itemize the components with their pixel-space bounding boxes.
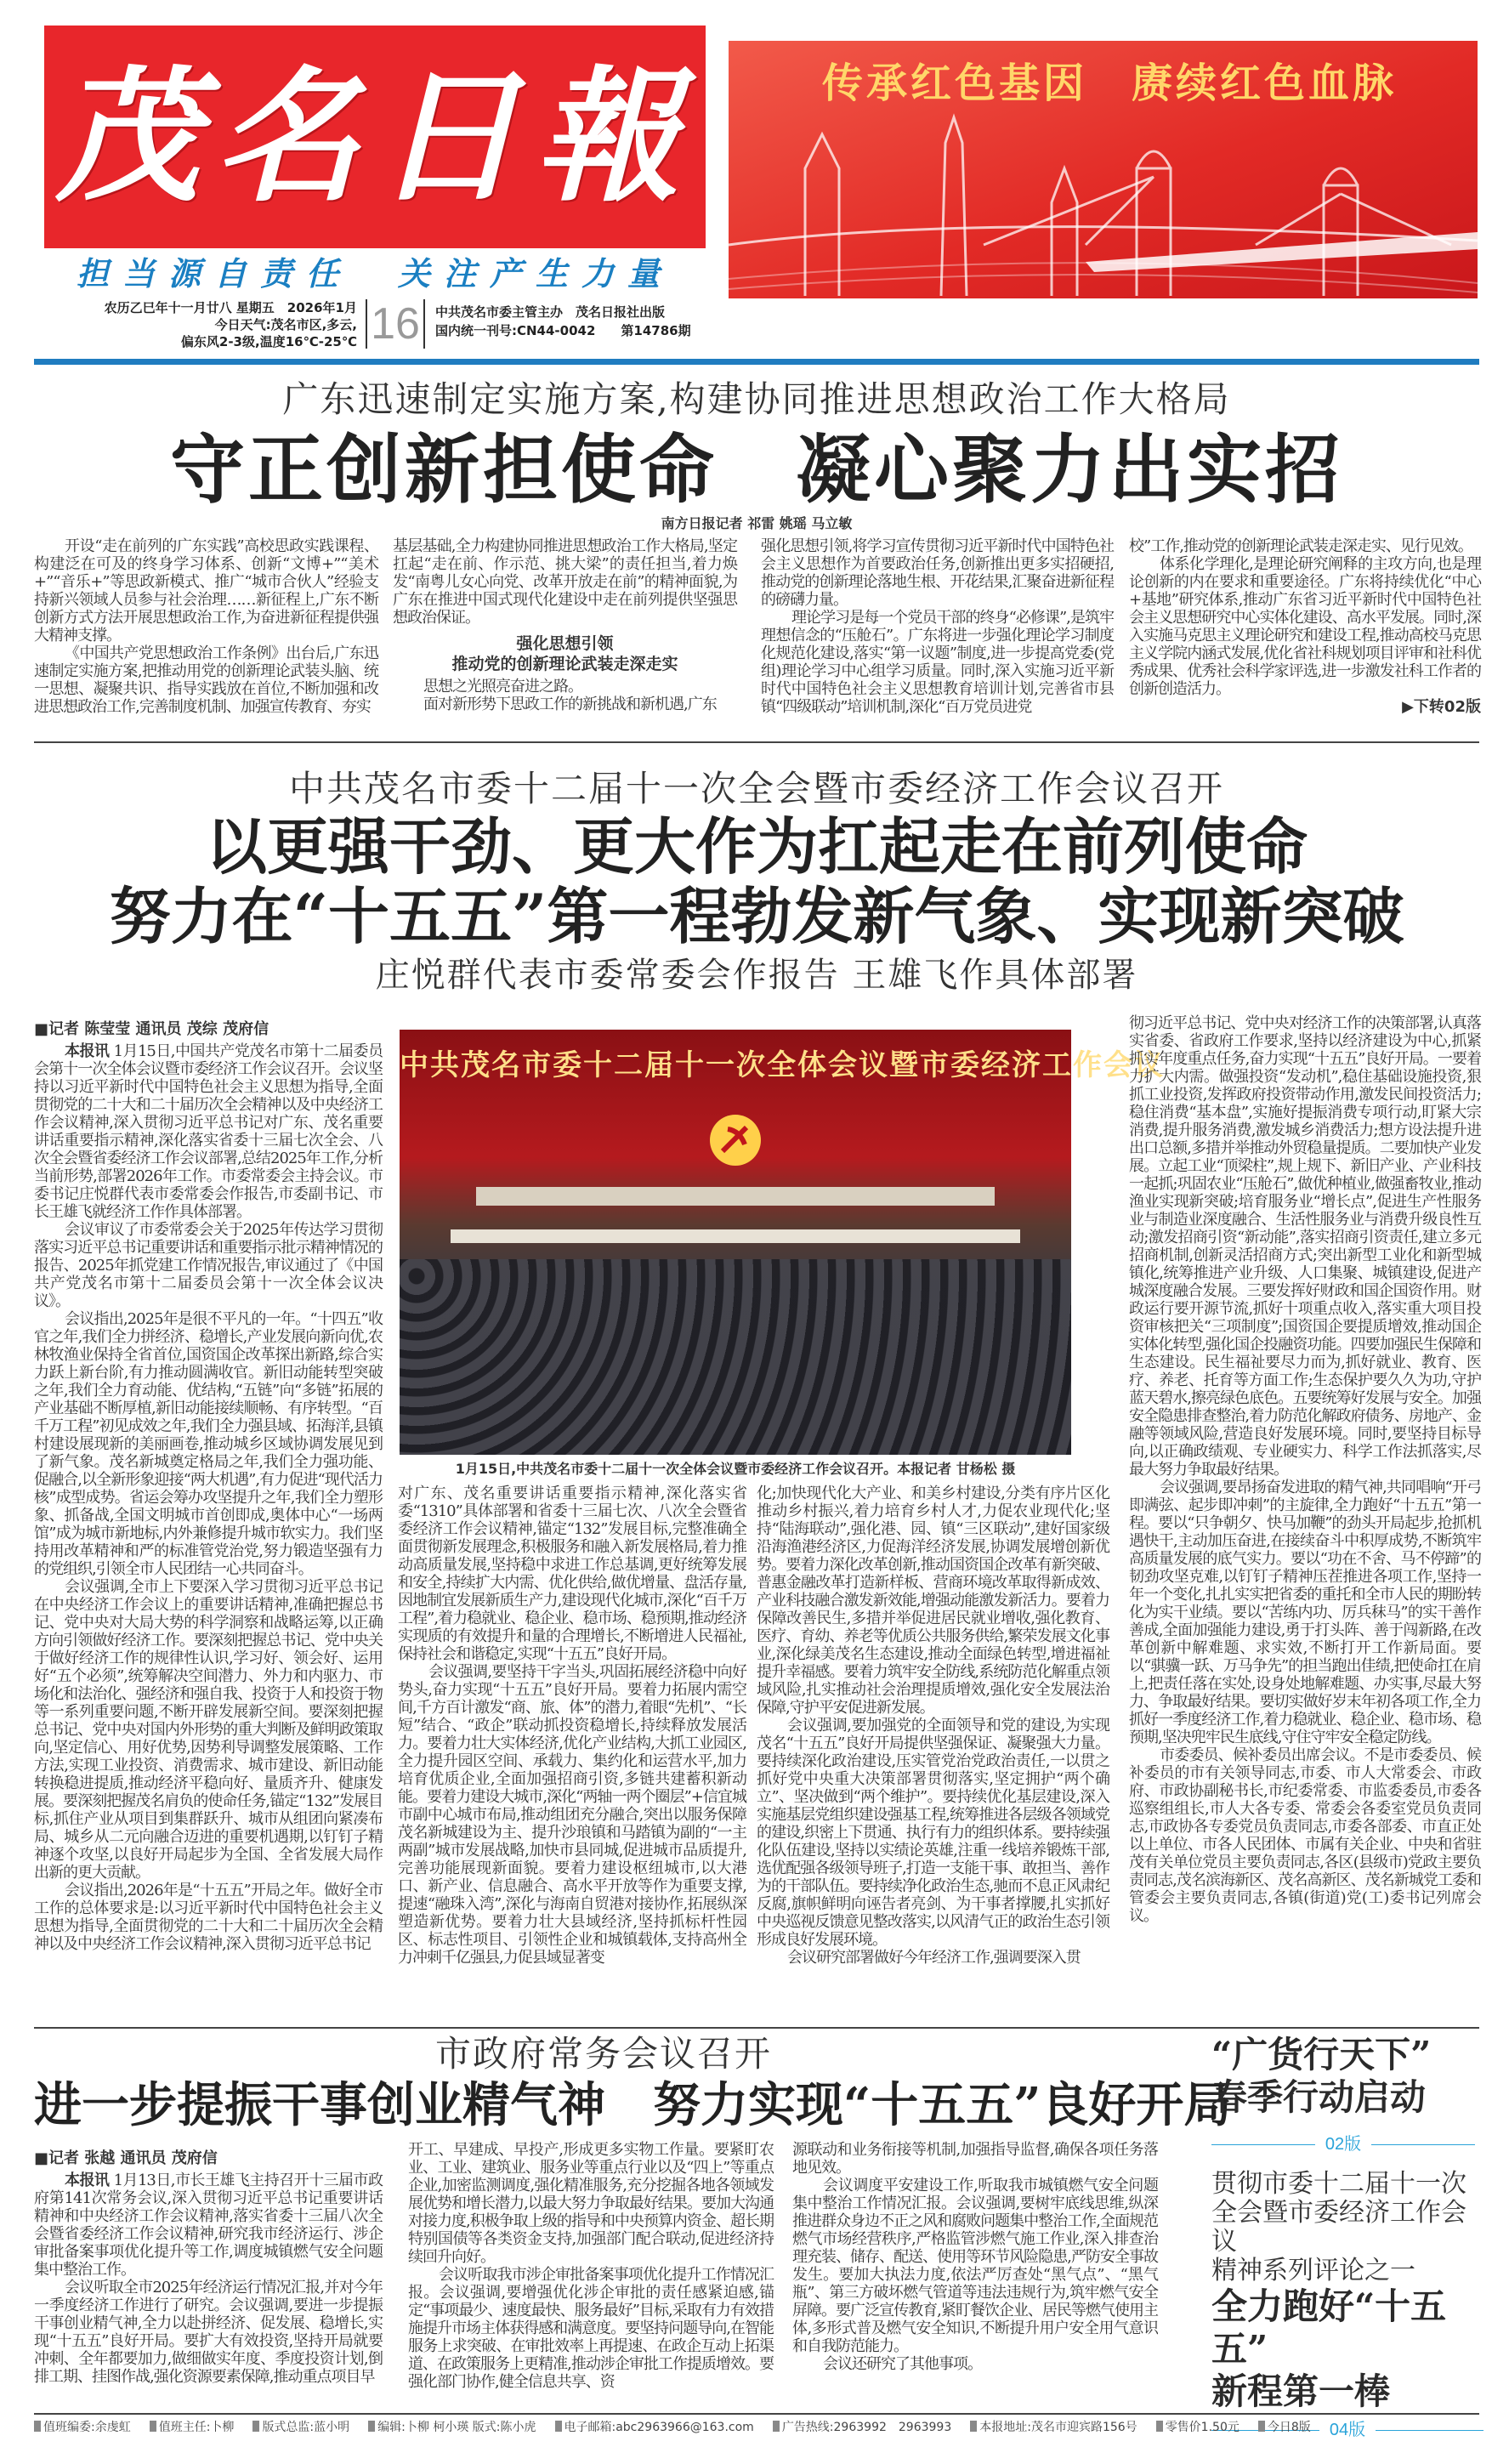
paragraph-text: 1月15日,中国共产党茂名市第十二届委员会第十一次全体会议暨市委经济工作会议召开。会议坚持以习近平新时代中国特色社会主义思想为指导,全面贯彻党的二十大和二十届历次全会精神以及中央经济工作会议精神,深入贯彻习近平总书记对广东、茂名重要讲话重要指示精神,深化落实省委十三届七次全会、八次全会暨省委经济工作会议部署,总结2025年工作,分析当前形势,部署2026年工作。市委常委会主持会议。市委书记庄悦群代表市委常委会作报告,市委副书记、市长王雄飞就经济工作作具体部署。 [34,1042,383,1221]
second-column-3 [757,1485,1109,2024]
publisher-info [435,303,724,340]
lead-kicker: 广东迅速制定实施方案,构建协同推进思想政治工作大格局 [282,378,1231,420]
second-kicker: 中共茂名市委十二届十一次全会暨市委经济工作会议召开 [288,768,1224,809]
dateline-tag: 本报讯 [65,1042,110,1060]
paragraph: 思想之光照亮奋进之路。 [423,678,582,695]
paragraph: 校”工作,推动党的创新理论武装走深走实、见行见效。 [1129,537,1472,555]
masthead-slogan: 担当源自责任 关注产生力量 [76,254,673,292]
issn: 国内统一刊号:CN44-0042 第14786期 [435,323,691,338]
newspaper-logo: 茂名日報 [54,52,695,222]
publisher: 中共茂名市委主管主办 茂名日报社出版 [435,304,666,320]
lead-byline: 南方日报记者 祁雷 姚瑶 马立敏 [661,515,853,531]
divider [34,741,1479,743]
footer-item: 版式总监:蓝小明 [252,2420,349,2435]
divider [34,2027,1479,2029]
teaser-page-ref[interactable] [1211,2134,1475,2155]
page-count: 16 [366,299,425,349]
paragraph [34,2172,383,2279]
photo-caption: 1月15日,中共茂名市委十二届十一次全体会议暨市委经济工作会议召开。本报记者 甘杨松 摄 [455,1461,1016,1477]
paragraph: 会议强调,全市上下要深入学习贯彻习近平总书记在中央经济工作会议上的重要讲话精神,准确把握总书记、党中央对大局大势的科学洞察和战略运筹,以正确方向引领做好经济工作。要深刻把握总书记、党中央关于做好经济工作的规律性认识,学习好、领会好、运用好“五个必须”,统筹解决空间潜力、外力和内驱力、市场化和法治化、强经济和强自我、投资于人和投资于物等一系列重要问题,不断开辟发展新空间。要深刻把握总书记、党中央对国内外形势的重大判断及鲜明政策取向,坚定信心、用好优势,因势利导调整发展策略、工作方法,实现工业投资、消费需求、城市建设、新旧动能转换稳进提质,推动经济平稳向好、量质齐升、健康发展。要深刻把握茂名肩负的使命任务,锚定“132”发展目标,抓住产业从项目到集群跃升、城市从组团向紧凑布局、城乡从二元向融合迈进的重要机遇期,以钉钉子精神逐个攻坚,以良好开局起步为全国、全省发展大局作出新的更大贡献。 [34,1578,383,1882]
paragraph: 强化思想引领,将学习宣传贯彻习近平新时代中国特色社会主义思想作为首要政治任务,创新推出更多实招硬招,推动党的创新理论落地生根、开花结果,汇聚奋进新征程的磅礴力量。 [761,537,1114,609]
paragraph: 会议听取我市涉企审批备案事项优化提升工作情况汇报。会议强调,要增强优化涉企审批的责任感紧迫感,锚定“事项最少、速度最快、服务最好”目标,采取有力有效措施提升市场主体获得感和满意度。要坚持问题导向,在智能服务上求突破、在审批效率上再提速、在政企互动上拓渠道、在政策服务上更精准,推动涉企审批工作提质增效。要强化部门协作,健全信息共享、资 [408,2266,774,2391]
paragraph: 彻习近平总书记、党中央对经济工作的决策部署,认真落实省委、省政府工作要求,坚持以经济建设为中心,抓紧抓实年度重点任务,奋力实现“十五五”良好开局。一要着力扩大内需。做强投资“发动机”,稳住基础设施投资,狠抓工业投资,发挥政府投资带动作用,激发民间投资活力;稳住消费“基本盘”,实施好提振消费专项行动,盯紧大宗消费,提升服务消费,激发城乡消费活力;想方设法提升进出口总额,多措并举推动外贸稳量提质。二要加快产业发展。立起工业“顶梁柱”,规上规下、新旧产业、产业科技一起抓;巩固农业“压舱石”,做优种植业,做强畜牧业,推动渔业实现新突破;培育服务业“增长点”,促进生产性服务业与制造业深度融合、生活性服务业与消费升级良性互动;激发招商引资“新动能”,落实招商引资责任,建立多元招商机制,创新灵活招商方式;突出新型工业化和新型城镇化,统筹推进产业升级、人口集聚、城镇建设,促进产城深度融合发展。三要发挥好财政和国企国资作用。财政运行要开源节流,抓好十项重点收入,落实重大项目投资审核把关“三项制度”;国资国企要提质增效,推动国企实体化转型,强化国企投融资功能。四要加强民生保障和生态建设。民生福祉要尽力而为,抓好就业、教育、医疗、养老、托育等方面工作;生态保护要久久为功,守护蓝天碧水,擦亮绿色底色。五要统筹好发展与安全。加强安全隐患排查整治,着力防范化解政府债务、房地产、金融等领域风险,营造良好发展环境。同时,要坚持目标导向,以正确政绩观、专业硬实力、科学工作法抓落实,尽最大努力争取最好结果。 [1129,1014,1481,1479]
date-line: 农历乙巳年十一月廿八 星期五 2026年1月 [104,300,357,315]
lead-column-4 [1129,537,1481,738]
rule [1211,2144,1315,2145]
second-column-4 [1129,1014,1481,2024]
lead-column-3 [761,537,1114,738]
paragraph: 会议强调,要坚持干字当头,巩固拓展经济稳中向好势头,奋力实现“十五五”良好开局。要着力拓展内需空间,千方百计激发“商、旅、体”的潜力,着眼“先机”、“长短”结合、“政企”联动抓投资稳增长,持续释放发展活力。要着力壮大实体经济,优化产业结构,大抓工业园区,全力提升园区空间、承载力、集约化和运营水平,加力培育优质企业,全面加强招商引资,多链共建蓄积新动能。要着力建设大城市,深化“两轴一两个圈层”+信宜城市副中心城市布局,推动组团充分融合,突出以服务保障茂名新城建设为主、提升沙琅镇和马踏镇为副的“一主两副”城市发展战略,加快市县同城,促进城市品质提升,完善功能展现新面貌。要着力建设枢纽城市,以大港口、新产业、信息融合、高水平开放等作为重要支撑,提速“融珠入湾”,深化与海南自贸港对接协作,拓展纵深塑造新优势。要着力壮大县域经济,坚持抓标杆性园区、标志性项目、引领性企业和城镇载体,支持高州全力冲刺千亿强县,力促县域显著变 [398,1663,746,1967]
teaser-title: “广货行天下” [1211,2034,1432,2075]
continued-link[interactable]: ▶下转02版 [1402,698,1481,716]
party-emblem-icon [706,1110,765,1170]
second-headline-1: 以更强干劲、更大作为扛起走在前列使命 [205,810,1308,883]
lead-headline: 守正创新担使命 凝心聚力出实招 [169,425,1343,514]
subhead-line: 推动党的创新理论武装走深走实 [451,655,678,673]
teaser-title: 全力跑好“十五五” [1211,2285,1447,2370]
paragraph: 会议强调,要昂扬奋发进取的精气神,共同唱响“开弓即满弦、起步即冲刺”的主旋律,全力跑好“十五五”第一程。要以“只争朝夕、快马加鞭”的劲头开局起步,抢抓机遇快干,主动加压奋进,在接续奋斗中积厚成势,不断筑牢高质量发展的底气实力。要以“功在不舍、马不停蹄”的韧劲攻坚克难,以钉钉子精神压茬推进各项工作,坚持一年一个变化,扎扎实实把省委的重托和全市人民的期盼转化为实干业绩。要以“苦练内功、厉兵秣马”的实干善作善成,全面加强能力建设,勇于打头阵、善于闯新路,在改革创新中解难题、求实效,不断打开工作新局面。要以“骐骥一跃、万马争先”的担当跑出佳绩,把使命扛在肩上,把责任落在实处,设身处地解难题、办实事,尽最大努力、争取最好结果。要切实做好岁末年初各项工作,全力抓好一季度经济工作,着力稳就业、稳企业、稳市场、稳预期,坚决兜牢民生底线,守住守牢安全稳定防线。 [1129,1479,1481,1746]
footer-email[interactable]: 电子邮箱:abc2963966@163.com [555,2420,754,2435]
paragraph: 会议强调,要加强党的全面领导和党的建设,为实现茂名“十五五”良好开局提供坚强保证、凝聚强大力量。要持续深化政治建设,压实管党治党政治责任,一以贯之抓好党中央重大决策部署贯彻落实,坚定拥护“两个确立”、坚决做到“两个维护”。要持续优化基层建设,深入实施基层党组织建设强基工程,统筹推进各层级各领域党的建设,织密上下贯通、执行有力的组织体系。要持续强化队伍建设,坚持以实绩论英雄,注重一线培养锻炼干部,选优配强各级领导班子,打造一支能干事、敢担当、善作为的干部队伍。要持续净化政治生态,驰而不息正风肃纪反腐,旗帜鲜明向诬告者亮剑、为干事者撑腰,扎实抓好中央巡视反馈意见整改落实,以风清气正的政治生态引领形成良好发展环境。 [757,1717,1109,1949]
footer-item: 零售价1.50元 [1156,2420,1240,2435]
footer-rule [34,2413,1479,2415]
footer-item: 编辑:卜柳 柯小瑛 版式:陈小虎 [368,2420,536,2435]
third-headline: 进一步提振干事创业精气神 努力实现“十五五”良好开局 [34,2077,1232,2133]
footer-item: 今日8版 [1258,2420,1311,2435]
page-ref: 02版 [1325,2135,1362,2154]
second-column-1 [34,1042,383,2024]
teaser-subtitle: 精神系列评论之一 [1211,2256,1415,2285]
paragraph: 会议审议了市委常委会关于2025年传达学习贯彻落实习近平总书记重要讲话和重要指示批示精神情况的报告、2025年抓党建工作情况报告,审议通过了《中国共产党茂名市第十二届委员会第十一次全体会议决议》。 [34,1221,383,1310]
paragraph: 化;加快现代化大产业、和美乡村建设,分类有序片区化推动乡村振兴,着力培育乡村人才,力促农业现代化;坚持“陆海联动”,强化港、园、镇“三区联动”,建好国家级沿海渔港经济区,力促海洋经济发展,协调发展增创新优势。要着力深化改革创新,推动国资国企改革有新突破、普惠金融改革打造新样板、营商环境改革取得新成效、产业科技融合激发新效能,增强动能激发新活力。要着力保障改善民生,多措并举促进居民就业增收,强化教育、医疗、育幼、养老等优质公共服务供给,繁荣发展文化事业,深化绿美茂名生态建设,推动全面绿色转型,增进福祉提升幸福感。要着力筑牢安全防线,系统防范化解重点领域风险,扎实推动社会治理提质增效,强化安全发展法治保障,守护平安促进新发展。 [757,1485,1109,1717]
meeting-photo [400,1030,1165,1455]
lead-column-1 [34,537,378,738]
presidium-row [451,1229,1020,1243]
second-headline-2: 努力在“十五五”第一程勃发新气象、实现新突破 [109,880,1404,952]
paragraph: 基层基础,全力构建协同推进思想政治工作大格局,坚定扛起“走在前、作示范、挑大梁”的责任担当,着力焕发“南粤儿女心向党、改革开放走在前”的精神面貌,为广东在推进中国式现代化建设中走在前列提供坚强思想政治保证。 [393,537,737,627]
masthead-banner [729,41,1478,298]
date-weather [51,299,357,350]
third-byline: ■记者 张越 通讯员 茂府信 [34,2149,218,2167]
weather-line: 今日天气:茂名市区,多云, [214,317,357,332]
teaser-title: 春季行动启动 [1211,2076,1427,2118]
teaser-commentary[interactable] [1211,2170,1483,2440]
rule [1371,2144,1475,2145]
paragraph: 体系化学理化,是理论研究阐释的主攻方向,也是理论创新的内在要求和重要途径。广东将持续优化“中心+基地”研究体系,推动广东省习近平新时代中国特色社会主义思想研究中心实体化建设、高水平发展。同时,深入实施马克思主义理论研究和建设工程,推动高校马克思主义学院内涵式发展,优化省社科规划项目评审和社科优秀成果、优秀社会科学家评选,进一步激发社科工作者的创新创造活力。 [1129,555,1481,698]
second-subtitle: 庄悦群代表市委常委会作报告 王雄飞作具体部署 [375,956,1138,995]
third-column-1 [34,2172,383,2410]
paragraph: 会议指出,2026年是“十五五”开局之年。做好全市工作的总体要求是:以习近平新时代中国特色社会主义思想为指导,全面贯彻党的二十大和二十届历次全会精神以及中央经济工作会议精神,深入贯彻习近平总书记 [34,1882,383,1953]
paragraph: 会议听取全市2025年经济运行情况汇报,并对今年一季度经济工作进行了研究。会议强调,要进一步提振干事创业精气神,全力以赴拼经济、促发展、稳增长,实现“十五五”良好开局。要扩大有效投资,坚持开局就要冲刺、全年都要加力,做细做实年度、季度投资计划,倒排工期、挂图作战,强化资源要素保障,推动重点项目早 [34,2279,383,2386]
lead-subhead [393,633,737,674]
presidium-table [476,1187,995,1206]
footer-item: 值班主任:卜柳 [150,2420,235,2435]
page-ref: 04版 [1329,2421,1366,2439]
paragraph [34,1042,383,1221]
dateline-tag: 本报讯 [65,2172,110,2189]
paragraph: 开工、早建成、早投产,形成更多实物工作量。要紧盯农业、工业、建筑业、服务业等重点行业以及“四上”等重点企业,加密监测调度,强化精准服务,充分挖掘各地各领域发展优势和增长潜力,以最大努力争取最好结果。要加大沟通对接力度,积极争取上级的指导和中央预算内资金、超长期特别国债等各类资金支持,加强部门配合联动,促进经济持续回升向好。 [408,2141,774,2266]
paragraph: 会议调度平安建设工作,听取我市城镇燃气安全问题集中整治工作情况汇报。会议强调,要树牢底线思维,纵深推进群众身边不正之风和腐败问题集中整治工作,全面规范燃气市场经营秩序,严格监管涉燃气施工作业,深入排查治理充装、储存、配送、使用等环节风险隐患,严防安全事故发生。要加大执法力度,依法严厉查处“黑气点”、“黑气瓶”、第三方破坏燃气管道等违法违规行为,筑牢燃气安全屏障。要广泛宣传教育,紧盯餐饮企业、居民等燃气使用主体,多形式普及燃气安全知识,不断提升用户安全用气意识和自我防范能力。 [792,2177,1158,2355]
teaser-subtitle: 全会暨市委经济工作会议 [1211,2198,1466,2257]
third-kicker: 市政府常务会议召开 [434,2033,772,2075]
paragraph: 理论学习是每一个党员干部的终身“必修课”,是筑牢理想信念的“压舱石”。广东将进一步强化理论学习制度化规范化建设,落实“第一议题”制度,进一步提高党委(党组)理论学习中心组学习质量。同时,深入实施习近平新时代中国特色社会主义思想教育培训计划,完善省市县镇“四级联动”培训机制,深化“百万党员进党 [761,609,1114,716]
masthead-rule [34,359,1479,365]
paragraph: 会议指出,2025年是很不平凡的一年。“十四五”收官之年,我们全力拼经济、稳增长,产业发展向新向优,农林牧渔业保持全省首位,国资国企改革探出新路,综合实力跃上新台阶,有力推动圆满收官。新旧动能转型突破之年,我们全力育动能、优结构,“五链”向“多链”拓展的产业基础不断厚植,新旧动能接续顺畅、有序转型。“百千万工程”初见成效之年,我们全力强县域、拓海洋,县镇村建设展现新的美丽画卷,推动城乡区域协调发展见到了新气象。茂名新城奠定格局之年,我们全力强功能、促融合,以全新形象迎接“两大机遇”,有力促进“现代活力核”成型成势。省运会筹办攻坚提升之年,我们全力塑形象、抓备战,全国文明城市首创即成,奥体中心“一场两馆”成为城市新地标,内外兼修提升城市软实力。我们坚持用改革精神和严的标准管党治党,努力锻造坚强有力的党组织,引领全市人民团结一心共同奋斗。 [34,1310,383,1578]
audience [400,1259,1071,1455]
footer-item: 本报地址:茂名市迎宾路156号 [970,2420,1137,2435]
paragraph-text: 1月13日,市长王雄飞主持召开十三届市政府第141次常务会议,深入贯彻习近平总书记重要讲话精神和中央经济工作会议精神,落实省委十三届八次全会暨省委经济工作会议精神,研究我市经济运行、涉企审批备案事项优化提升等工作,调度城镇燃气安全问题集中整治工作。 [34,2172,383,2279]
banner-slogan: 传承红色基因 赓续红色血脉 [822,60,1398,107]
masthead-logo-block [44,26,706,248]
paragraph: 开设“走在前列的广东实践”高校思政实践课程、构建泛在可及的终身学习体系、创新“文博+”“美术+”“音乐+”等思政新模式、推广“城市合伙人”经验支持新兴领域人员参与社会治理……新征程上,广东不断创新方式方法开展思想政治工作,为奋进新征程提供强大精神支撑。 [34,537,378,644]
weather-line: 偏东风2-3级,温度16℃-25℃ [180,334,357,349]
teaser-title: 新程第一棒 [1211,2370,1391,2412]
second-column-2 [398,1485,746,2024]
footer-credits [34,2420,1479,2435]
paragraph: 对广东、茂名重要讲话重要指示精神,深化落实省委“1310”具体部署和省委十三届七次、八次全会暨省委经济工作会议精神,锚定“132”发展目标,完整准确全面贯彻新发展理念,积极服务和融入新发展格局,着力推动高质量发展,坚持稳中求进工作总基调,更好统筹发展和安全,持续扩大内需、优化供给,做优增量、盘活存量,因地制宜发展新质生产力,建设现代化城市,深化“百千万工程”,着力稳就业、稳企业、稳市场、稳预期,推动经济实现质的有效提升和量的合理增长,不断增进人民福祉,保持社会和谐稳定,实现“十五五”良好开局。 [398,1485,746,1663]
paragraph: 会议研究部署做好今年经济工作,强调要深入贯 [787,1949,1081,1967]
paragraph: 市委委员、候补委员出席会议。不是市委委员、候补委员的市有关领导同志,市委、市人大常委会、市政府、市政协副秘书长,市纪委常委、市监委委员,市委各巡察组组长,市人大各专委、常委会各委室党员负责同志,市政协各专委党员负责同志,市委各部委、市直正处以上单位、市各人民团体、市属有关企业、中央和省驻茂有关单位党员主要负责同志,各区(县级市)党政主要负责同志,茂名滨海新区、茂名高新区、茂名新城党工委和管委会主要负责同志,各镇(街道)党(工)委书记列席会议。 [1129,1746,1481,1925]
lead-column-2 [393,537,737,738]
paragraph: 《中国共产党思想政治工作条例》出台后,广东迅速制定实施方案,把推动用党的创新理论武装头脑、统一思想、凝聚共识、指导实践放在首位,不断加强和改进思想政治工作,完善制度机制、加强宣传教育、夯实 [34,644,378,716]
teaser-guanghuo[interactable] [1211,2034,1475,2155]
paragraph: 面对新形势下思政工作的新挑战和新机遇,广东 [423,695,717,713]
subhead-line: 强化思想引领 [516,634,614,653]
third-column-3 [792,2141,1158,2410]
second-byline: ■记者 陈莹莹 通讯员 茂综 茂府信 [34,1020,269,1038]
footer-item: 广告热线:2963992 2963993 [773,2420,951,2435]
third-column-2 [408,2141,774,2410]
teaser-subtitle: 贯彻市委十二届十一次 [1211,2169,1466,2199]
paragraph: 会议还研究了其他事项。 [823,2355,982,2373]
photo-banner-text: 中共茂名市委十二届十一次全体会议暨市委经济工作会议 [400,1048,1165,1082]
footer-item: 值班编委:余虔虹 [34,2420,131,2435]
paragraph: 源联动和业务衔接等机制,加强指导监督,确保各项任务落地见效。 [792,2141,1158,2177]
